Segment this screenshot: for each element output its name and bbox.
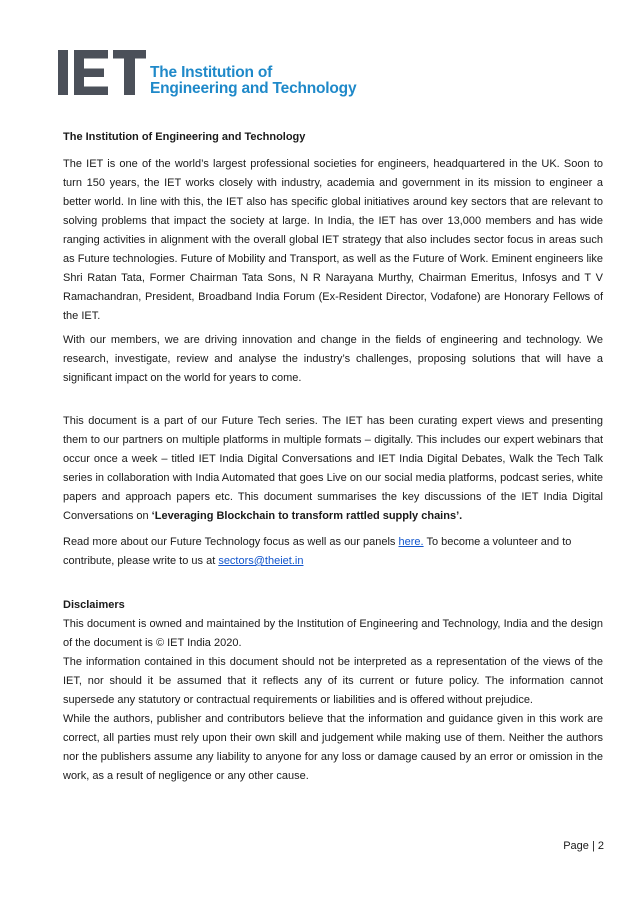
document-body <box>63 128 603 786</box>
email-link[interactable]: sectors@theiet.in <box>218 555 304 567</box>
page-number: Page | 2 <box>563 840 604 852</box>
ownership-paragraph: This document is owned and maintained by the Institution of Engineering and Technology, India and the design of the document is © IET India 2020. <box>63 618 603 649</box>
future-tech-text: This document is a part of our Future Tech series. The IET has been curating expert views and presenting them to our partners on multiple platforms in multiple formats – digitally. This includes our expert webinars that occur once a week – titled IET India Digital Conversations and IET India Digital Debates, Walk the Tech Talk series in collaboration with India Automated that goes Live on our social media platforms, podcast series, white papers and approach papers etc. This document summarises the key discussions of the IET India Digital Conversations on <box>63 415 603 522</box>
intro-paragraph: The IET is one of the world’s largest professional societies for engineers, headquartered in the UK. Soon to turn 150 years, the IET works closely with industry, academia and government in its mission to engineer a better world. In line with this, the IET also has specific global initiatives around key sectors that are relevant to solving problems that impact the society at large. In India, the IET has over 13,000 members and has wide ranging activities in alignment with the overall global IET strategy that also includes sector focus in areas such as Future technologies. Future of Mobility and Transport, as well as the Future of Work. Eminent engineers like Shri Ratan Tata, Former Chairman Tata Sons, N R Narayana Murthy, Chairman Emeritus, Infosys and T V Ramachandran, President, Broadband India Forum (Ex-Resident Director, Vodafone) are Honorary Fellows of the IET. <box>63 158 603 322</box>
iet-logo <box>58 50 357 100</box>
views-paragraph: The information contained in this document should not be interpreted as a representation of the views of the IET, nor should it be assumed that it reflects any of its current or future policy. The information cannot supersede any statutory or contractual requirements or liabilities and is offered without prejudice. <box>63 656 603 706</box>
volunteer-text: To become a volunteer and to contribute, please write to us at <box>63 536 572 567</box>
future-tech-paragraph <box>63 412 603 526</box>
section-heading: The Institution of Engineering and Technology <box>63 131 306 143</box>
panels-link[interactable]: here. <box>398 536 424 548</box>
session-title: ‘Leveraging Blockchain to transform rattled supply chains’. <box>151 510 463 522</box>
logo-wordmark <box>150 65 356 96</box>
logo-line-1: The Institution of <box>150 64 273 81</box>
liability-paragraph: While the authors, publisher and contributors believe that the information and guidance given in this work are correct, all parties must rely upon their own skill and judgement while making use of them. Neither the authors nor the publishers assume any liability to anyone for any loss or damage caused by an error or omission in the work, as a result of negligence or any other cause. <box>63 713 603 782</box>
logo-line-2: Engineering and Technology <box>150 79 357 97</box>
members-paragraph: With our members, we are driving innovation and change in the fields of engineering and technology. We research, investigate, review and analyse the industry’s challenges, proposing solutions that will have a significant impact on the world for years to come. <box>63 334 603 384</box>
disclaimers-heading: Disclaimers <box>63 599 125 611</box>
read-more-text: Read more about our Future Technology focus as well as our panels <box>63 536 396 548</box>
iet-logo-mark <box>58 50 146 95</box>
read-more-paragraph <box>63 533 603 571</box>
